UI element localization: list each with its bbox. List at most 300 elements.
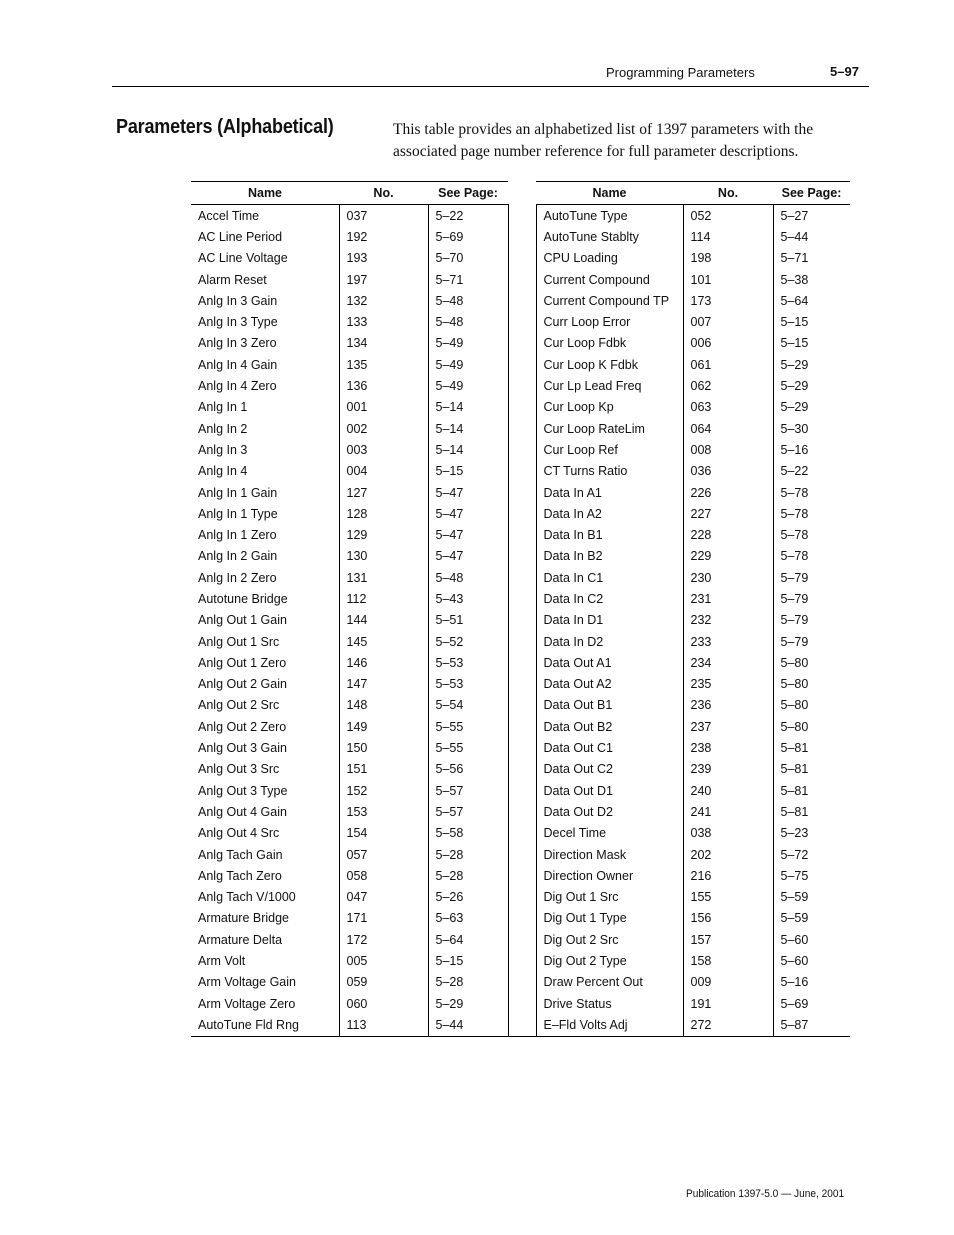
column-gap (508, 801, 536, 822)
left-param-number: 193 (339, 248, 428, 269)
table-row (191, 1014, 850, 1036)
right-param-number: 230 (683, 567, 773, 588)
right-param-number: 202 (683, 844, 773, 865)
left-param-name: Anlg Tach Zero (191, 865, 339, 886)
right-param-name: Direction Mask (536, 844, 683, 865)
column-gap (508, 993, 536, 1014)
left-param-name: Anlg Tach V/1000 (191, 887, 339, 908)
page-title: Parameters (Alphabetical) (116, 116, 334, 138)
left-param-see-page: 5–49 (435, 379, 464, 394)
column-gap (508, 737, 536, 758)
column-gap (508, 695, 536, 716)
left-param-name: Arm Voltage Zero (191, 993, 339, 1014)
table-row (191, 929, 850, 950)
left-param-number: 136 (339, 375, 428, 396)
right-param-see-page: 5–79 (780, 634, 809, 649)
left-param-name: AC Line Voltage (191, 248, 339, 269)
column-gap (508, 524, 536, 545)
column-header-no: No. (339, 182, 428, 205)
right-param-name: Data Out A1 (536, 652, 683, 673)
left-param-see-page: 5–28 (435, 847, 464, 862)
right-param-number: 231 (683, 588, 773, 609)
right-param-number: 216 (683, 865, 773, 886)
table-row (191, 652, 850, 673)
left-param-see-page: 5–48 (435, 315, 464, 330)
column-gap (508, 397, 536, 418)
left-param-number: 192 (339, 226, 428, 247)
left-param-number: 171 (339, 908, 428, 929)
left-param-number: 129 (339, 524, 428, 545)
left-param-see-page: 5–57 (435, 804, 464, 819)
page-number: 5–97 (830, 64, 859, 79)
right-param-name: Dig Out 1 Src (536, 887, 683, 908)
left-param-see-page: 5–47 (435, 549, 464, 564)
left-param-see-page: 5–47 (435, 506, 464, 521)
column-gap (508, 908, 536, 929)
left-param-name: Anlg In 2 Gain (191, 546, 339, 567)
column-gap (508, 674, 536, 695)
left-param-see-page: 5–14 (435, 442, 464, 457)
column-gap (508, 354, 536, 375)
right-param-number: 236 (683, 695, 773, 716)
column-gap (508, 226, 536, 247)
left-param-name: Anlg In 4 Gain (191, 354, 339, 375)
right-param-number: 228 (683, 524, 773, 545)
right-param-name: Data Out B1 (536, 695, 683, 716)
right-param-name: Dig Out 2 Src (536, 929, 683, 950)
left-param-name: Anlg Out 1 Zero (191, 652, 339, 673)
right-param-see-page: 5–80 (780, 719, 809, 734)
left-param-see-page: 5–47 (435, 485, 464, 500)
left-param-see-page: 5–54 (435, 698, 464, 713)
right-param-number: 007 (683, 311, 773, 332)
left-param-see-page: 5–22 (435, 208, 464, 223)
right-param-see-page: 5–64 (780, 293, 809, 308)
left-param-number: 131 (339, 567, 428, 588)
right-param-name: Data Out C2 (536, 759, 683, 780)
left-param-see-page: 5–28 (435, 975, 464, 990)
column-gap (508, 780, 536, 801)
right-param-number: 173 (683, 290, 773, 311)
right-param-name: Current Compound TP (536, 290, 683, 311)
left-param-number: 135 (339, 354, 428, 375)
column-header-see-page: See Page: (428, 182, 508, 205)
table-row (191, 290, 850, 311)
left-param-name: Anlg In 4 (191, 461, 339, 482)
left-param-see-page: 5–58 (435, 826, 464, 841)
left-param-number: 197 (339, 269, 428, 290)
right-param-name: Data Out D2 (536, 801, 683, 822)
right-param-see-page: 5–59 (780, 911, 809, 926)
left-param-see-page: 5–63 (435, 911, 464, 926)
right-param-see-page: 5–78 (780, 485, 809, 500)
right-param-name: CT Turns Ratio (536, 461, 683, 482)
left-param-number: 146 (339, 652, 428, 673)
table-header-row (191, 182, 850, 205)
right-param-name: Data In D2 (536, 631, 683, 652)
column-gap (508, 929, 536, 950)
left-param-number: 047 (339, 887, 428, 908)
table-row (191, 674, 850, 695)
column-gap (508, 205, 536, 227)
column-gap (508, 844, 536, 865)
column-gap (508, 311, 536, 332)
right-param-name: Draw Percent Out (536, 972, 683, 993)
right-param-name: Data In B1 (536, 524, 683, 545)
table-row (191, 397, 850, 418)
right-param-see-page: 5–72 (780, 847, 809, 862)
right-param-number: 191 (683, 993, 773, 1014)
right-param-number: 239 (683, 759, 773, 780)
publication-footer: Publication 1397-5.0 — June, 2001 (686, 1188, 845, 1200)
right-param-name: Data In D1 (536, 610, 683, 631)
table-row (191, 311, 850, 332)
left-param-see-page: 5–29 (435, 996, 464, 1011)
intro-paragraph: This table provides an alphabetized list of 1397 parameters with the associated page number reference for full parameter descriptions. (393, 121, 814, 160)
left-param-number: 144 (339, 610, 428, 631)
table-row (191, 333, 850, 354)
left-param-see-page: 5–28 (435, 868, 464, 883)
right-param-see-page: 5–15 (780, 336, 809, 351)
left-param-number: 132 (339, 290, 428, 311)
right-param-see-page: 5–81 (780, 804, 809, 819)
table-row (191, 205, 850, 227)
right-param-name: Current Compound (536, 269, 683, 290)
right-param-number: 232 (683, 610, 773, 631)
table-row (191, 524, 850, 545)
column-gap (508, 865, 536, 886)
right-param-see-page: 5–81 (780, 741, 809, 756)
left-param-name: Anlg Out 4 Gain (191, 801, 339, 822)
left-param-see-page: 5–49 (435, 357, 464, 372)
left-param-number: 059 (339, 972, 428, 993)
right-param-number: 233 (683, 631, 773, 652)
right-param-see-page: 5–29 (780, 357, 809, 372)
left-param-number: 154 (339, 823, 428, 844)
column-gap (508, 1014, 536, 1036)
column-gap (508, 950, 536, 971)
right-param-name: Curr Loop Error (536, 311, 683, 332)
right-param-name: Cur Loop RateLim (536, 418, 683, 439)
left-param-name: Anlg Out 1 Src (191, 631, 339, 652)
left-param-see-page: 5–55 (435, 741, 464, 756)
table-row (191, 844, 850, 865)
right-param-number: 062 (683, 375, 773, 396)
right-param-see-page: 5–80 (780, 677, 809, 692)
left-param-see-page: 5–47 (435, 528, 464, 543)
left-param-name: Anlg In 4 Zero (191, 375, 339, 396)
right-param-see-page: 5–80 (780, 655, 809, 670)
left-param-see-page: 5–64 (435, 932, 464, 947)
column-header-see-page: See Page: (773, 182, 850, 205)
right-param-see-page: 5–87 (773, 1014, 850, 1036)
right-param-number: 237 (683, 716, 773, 737)
left-param-see-page: 5–70 (435, 251, 464, 266)
column-header-no: No. (683, 182, 773, 205)
left-param-name: Anlg In 3 Type (191, 311, 339, 332)
right-param-name: CPU Loading (536, 248, 683, 269)
right-param-number: 155 (683, 887, 773, 908)
left-param-number: 057 (339, 844, 428, 865)
left-param-number: 149 (339, 716, 428, 737)
right-param-see-page: 5–29 (780, 400, 809, 415)
left-param-number: 148 (339, 695, 428, 716)
left-param-see-page: 5–52 (435, 634, 464, 649)
right-param-number: 241 (683, 801, 773, 822)
right-param-number: 052 (683, 205, 773, 227)
header-rule (112, 86, 869, 87)
right-param-see-page: 5–71 (780, 251, 809, 266)
column-gap (508, 482, 536, 503)
left-param-number: 145 (339, 631, 428, 652)
right-param-see-page: 5–81 (780, 762, 809, 777)
right-param-number: 158 (683, 950, 773, 971)
left-param-number: 037 (339, 205, 428, 227)
table-row (191, 716, 850, 737)
right-param-see-page: 5–60 (780, 932, 809, 947)
left-param-name: Anlg In 3 Zero (191, 333, 339, 354)
left-param-number: 147 (339, 674, 428, 695)
right-param-name: Dig Out 2 Type (536, 950, 683, 971)
right-param-number: 157 (683, 929, 773, 950)
left-param-see-page: 5–15 (435, 954, 464, 969)
left-param-see-page: 5–56 (435, 762, 464, 777)
left-param-name: Armature Bridge (191, 908, 339, 929)
left-param-name: Anlg Out 2 Zero (191, 716, 339, 737)
left-param-number: 060 (339, 993, 428, 1014)
left-param-number: 130 (339, 546, 428, 567)
right-param-number: 101 (683, 269, 773, 290)
table-row (191, 887, 850, 908)
left-param-see-page: 5–51 (435, 613, 464, 628)
right-param-see-page: 5–78 (780, 506, 809, 521)
left-param-name: Anlg Tach Gain (191, 844, 339, 865)
left-param-see-page: 5–71 (435, 272, 464, 287)
table-row (191, 823, 850, 844)
left-param-see-page: 5–55 (435, 719, 464, 734)
table-row (191, 248, 850, 269)
left-param-name: Anlg Out 1 Gain (191, 610, 339, 631)
right-param-see-page: 5–75 (780, 868, 809, 883)
table-row (191, 418, 850, 439)
right-param-name: AutoTune Type (536, 205, 683, 227)
table-row (191, 588, 850, 609)
table-row (191, 908, 850, 929)
left-param-name: Anlg Out 2 Src (191, 695, 339, 716)
left-param-number: 153 (339, 801, 428, 822)
column-gap (508, 759, 536, 780)
left-param-see-page: 5–43 (435, 591, 464, 606)
right-param-see-page: 5–27 (780, 208, 809, 223)
column-gap (508, 418, 536, 439)
left-param-see-page: 5–26 (435, 890, 464, 905)
right-param-name: Data Out C1 (536, 737, 683, 758)
right-param-number: 234 (683, 652, 773, 673)
right-param-see-page: 5–44 (780, 229, 809, 244)
column-gap (508, 461, 536, 482)
right-param-number: 006 (683, 333, 773, 354)
column-gap (508, 375, 536, 396)
left-param-number: 003 (339, 439, 428, 460)
right-param-number: 198 (683, 248, 773, 269)
right-param-see-page: 5–79 (780, 570, 809, 585)
left-param-name: Anlg In 1 Type (191, 503, 339, 524)
table-row (191, 737, 850, 758)
left-param-see-page: 5–44 (428, 1014, 508, 1036)
left-param-number: 113 (339, 1014, 428, 1036)
table-row (191, 950, 850, 971)
column-gap (508, 182, 536, 205)
right-param-number: 063 (683, 397, 773, 418)
left-param-name: Anlg In 3 (191, 439, 339, 460)
right-param-number: 009 (683, 972, 773, 993)
left-param-see-page: 5–14 (435, 421, 464, 436)
running-header-section: Programming Parameters (606, 65, 755, 80)
column-gap (508, 652, 536, 673)
left-param-name: Anlg In 1 (191, 397, 339, 418)
left-param-number: 172 (339, 929, 428, 950)
left-param-number: 001 (339, 397, 428, 418)
right-param-see-page: 5–38 (780, 272, 809, 287)
right-param-number: 114 (683, 226, 773, 247)
left-param-see-page: 5–15 (435, 464, 464, 479)
table-row (191, 695, 850, 716)
column-gap (508, 269, 536, 290)
right-param-name: Cur Lp Lead Freq (536, 375, 683, 396)
left-param-number: 058 (339, 865, 428, 886)
right-param-name: Data In C2 (536, 588, 683, 609)
right-param-name: Data In A1 (536, 482, 683, 503)
right-param-number: 038 (683, 823, 773, 844)
column-gap (508, 610, 536, 631)
right-param-see-page: 5–30 (780, 421, 809, 436)
right-param-see-page: 5–15 (780, 315, 809, 330)
right-param-number: 226 (683, 482, 773, 503)
column-gap (508, 823, 536, 844)
right-param-see-page: 5–79 (780, 591, 809, 606)
table-row (191, 567, 850, 588)
table-row (191, 631, 850, 652)
left-param-name: Armature Delta (191, 929, 339, 950)
right-param-name: Data Out B2 (536, 716, 683, 737)
table-row (191, 610, 850, 631)
left-param-name: Arm Voltage Gain (191, 972, 339, 993)
left-param-see-page: 5–48 (435, 293, 464, 308)
right-param-name: Dig Out 1 Type (536, 908, 683, 929)
right-param-name: E–Fld Volts Adj (536, 1014, 683, 1036)
column-header-name: Name (536, 182, 683, 205)
left-param-name: Anlg In 3 Gain (191, 290, 339, 311)
column-header-name: Name (191, 182, 339, 205)
right-param-see-page: 5–16 (780, 442, 809, 457)
parameters-table (191, 181, 850, 1037)
table-row (191, 226, 850, 247)
table-row (191, 780, 850, 801)
right-param-see-page: 5–23 (780, 826, 809, 841)
right-param-see-page: 5–69 (780, 996, 809, 1011)
table-row (191, 375, 850, 396)
right-param-number: 036 (683, 461, 773, 482)
left-param-number: 112 (339, 588, 428, 609)
table-body (191, 205, 850, 1037)
right-param-name: Cur Loop Fdbk (536, 333, 683, 354)
left-param-name: Autotune Bridge (191, 588, 339, 609)
column-gap (508, 503, 536, 524)
right-param-name: Direction Owner (536, 865, 683, 886)
right-param-number: 272 (683, 1014, 773, 1036)
right-param-name: Data In A2 (536, 503, 683, 524)
table-row (191, 993, 850, 1014)
column-gap (508, 290, 536, 311)
right-param-see-page: 5–81 (780, 783, 809, 798)
left-param-name: Anlg Out 3 Src (191, 759, 339, 780)
column-gap (508, 716, 536, 737)
column-gap (508, 546, 536, 567)
left-param-see-page: 5–69 (435, 229, 464, 244)
left-param-name: Anlg In 1 Zero (191, 524, 339, 545)
left-param-number: 005 (339, 950, 428, 971)
table-row (191, 759, 850, 780)
left-param-name: Alarm Reset (191, 269, 339, 290)
left-param-name: Anlg In 1 Gain (191, 482, 339, 503)
right-param-number: 064 (683, 418, 773, 439)
column-gap (508, 631, 536, 652)
right-param-name: Data Out D1 (536, 780, 683, 801)
left-param-name: Arm Volt (191, 950, 339, 971)
table-row (191, 503, 850, 524)
right-param-number: 156 (683, 908, 773, 929)
left-param-number: 128 (339, 503, 428, 524)
table-row (191, 439, 850, 460)
right-param-name: Cur Loop K Fdbk (536, 354, 683, 375)
column-gap (508, 972, 536, 993)
right-param-see-page: 5–22 (780, 464, 809, 479)
column-gap (508, 333, 536, 354)
right-param-see-page: 5–29 (780, 379, 809, 394)
right-param-name: Decel Time (536, 823, 683, 844)
left-param-number: 152 (339, 780, 428, 801)
left-param-name: Anlg Out 4 Src (191, 823, 339, 844)
right-param-see-page: 5–60 (780, 954, 809, 969)
left-param-number: 133 (339, 311, 428, 332)
table-row (191, 269, 850, 290)
right-param-see-page: 5–78 (780, 528, 809, 543)
left-param-number: 004 (339, 461, 428, 482)
left-param-name: Accel Time (191, 205, 339, 227)
right-param-name: Drive Status (536, 993, 683, 1014)
left-param-number: 002 (339, 418, 428, 439)
table-row (191, 354, 850, 375)
left-param-see-page: 5–14 (435, 400, 464, 415)
column-gap (508, 248, 536, 269)
left-param-number: 151 (339, 759, 428, 780)
left-param-number: 150 (339, 737, 428, 758)
left-param-see-page: 5–57 (435, 783, 464, 798)
left-param-number: 127 (339, 482, 428, 503)
left-param-name: Anlg Out 3 Type (191, 780, 339, 801)
left-param-see-page: 5–53 (435, 677, 464, 692)
right-param-number: 227 (683, 503, 773, 524)
right-param-see-page: 5–78 (780, 549, 809, 564)
table-row (191, 865, 850, 886)
left-param-see-page: 5–49 (435, 336, 464, 351)
column-gap (508, 887, 536, 908)
left-param-name: Anlg Out 2 Gain (191, 674, 339, 695)
right-param-name: Cur Loop Kp (536, 397, 683, 418)
right-param-see-page: 5–16 (780, 975, 809, 990)
left-param-name: Anlg In 2 Zero (191, 567, 339, 588)
left-param-name: AC Line Period (191, 226, 339, 247)
